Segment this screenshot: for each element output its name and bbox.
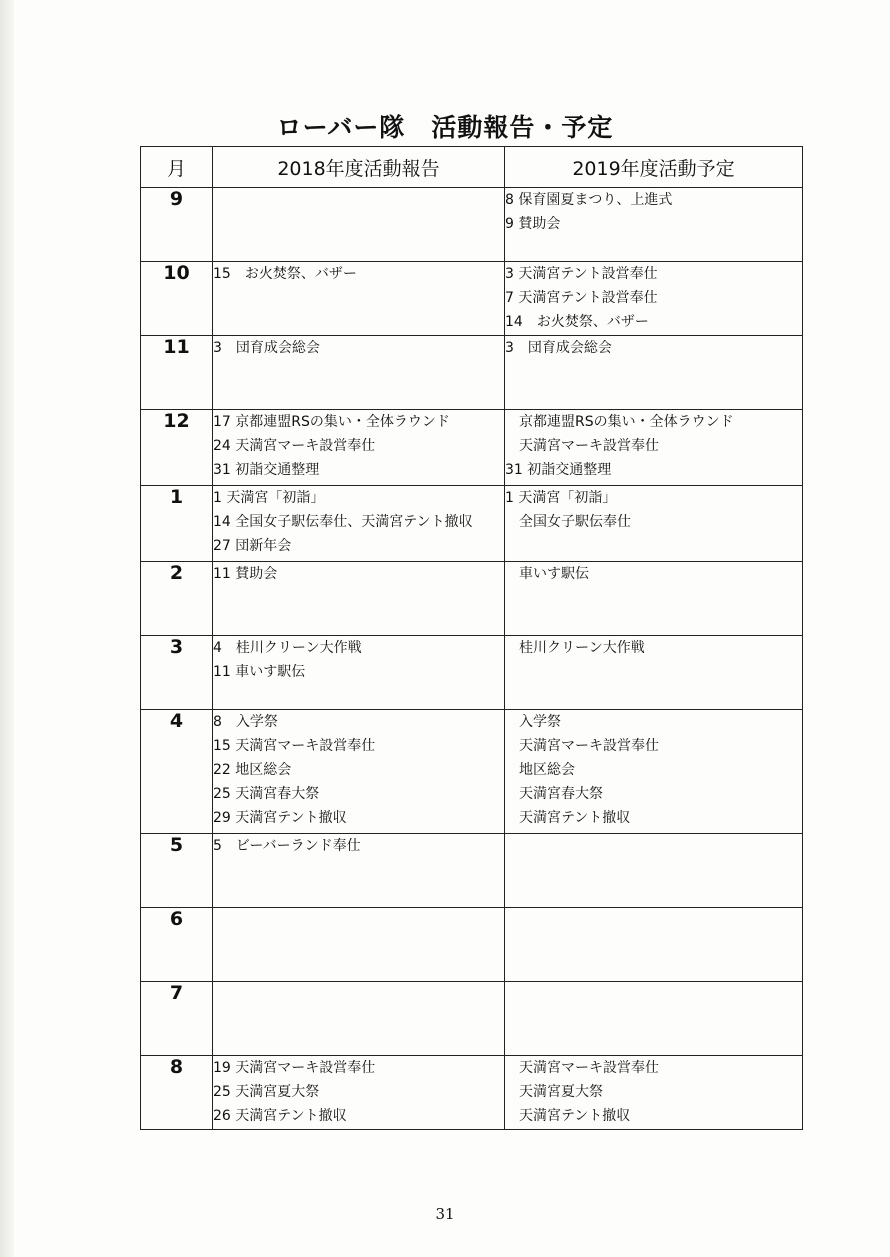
month-cell: 4: [141, 710, 213, 834]
plan-event: 3 天満宮テント設営奉仕: [505, 266, 658, 282]
month-cell: 8: [141, 1056, 213, 1130]
header-row: [141, 147, 803, 188]
report-event: 17 京都連盟RSの集い・全体ラウンド: [213, 414, 450, 430]
plan-cell: [505, 982, 803, 1056]
plan-cell: [505, 188, 803, 262]
month-cell: 6: [141, 908, 213, 982]
report-event: 14 全国女子駅伝奉仕、天満宮テント撤収: [213, 514, 473, 530]
report-event: 5 ビーバーランド奉仕: [213, 838, 361, 854]
plan-event: 7 天満宮テント設営奉仕: [505, 290, 658, 306]
header-plan: 2019年度活動予定: [505, 147, 803, 188]
report-event: 11 車いす駅伝: [213, 664, 306, 680]
plan-event: 天満宮夏大祭: [505, 1084, 603, 1100]
plan-cell: [505, 336, 803, 410]
plan-event: 天満宮テント撤収: [505, 810, 631, 826]
report-cell: [213, 262, 505, 336]
plan-cell: [505, 636, 803, 710]
report-event: 11 賛助会: [213, 566, 278, 582]
plan-cell: [505, 1056, 803, 1130]
plan-event: 車いす駅伝: [505, 566, 589, 582]
table-row: [141, 486, 803, 562]
table-row: [141, 982, 803, 1056]
report-event: 4 桂川クリーン大作戦: [213, 640, 362, 656]
header-month: 月: [141, 147, 213, 188]
report-event: 24 天満宮マーキ設営奉仕: [213, 438, 376, 454]
page-edge: [0, 0, 14, 1257]
plan-event: 京都連盟RSの集い・全体ラウンド: [505, 414, 734, 430]
table-row: [141, 834, 803, 908]
plan-event: 天満宮テント撤収: [505, 1108, 631, 1124]
report-event: 8 入学祭: [213, 714, 278, 730]
report-cell: [213, 834, 505, 908]
table-row: [141, 710, 803, 834]
month-cell: 7: [141, 982, 213, 1056]
month-cell: 9: [141, 188, 213, 262]
month-cell: 5: [141, 834, 213, 908]
plan-event: 天満宮マーキ設営奉仕: [505, 738, 659, 754]
month-cell: 12: [141, 410, 213, 486]
table-row: [141, 1056, 803, 1130]
plan-event: 天満宮マーキ設営奉仕: [505, 438, 659, 454]
plan-event: 天満宮マーキ設営奉仕: [505, 1060, 659, 1076]
plan-event: 8 保育園夏まつり、上進式: [505, 192, 673, 208]
table-row: [141, 410, 803, 486]
report-cell: [213, 908, 505, 982]
report-event: 25 天満宮夏大祭: [213, 1084, 320, 1100]
header-report: 2018年度活動報告: [213, 147, 505, 188]
month-cell: 2: [141, 562, 213, 636]
report-event: 27 団新年会: [213, 538, 292, 554]
report-cell: [213, 410, 505, 486]
plan-cell: [505, 562, 803, 636]
plan-event: 3 団育成会総会: [505, 340, 612, 356]
plan-cell: [505, 834, 803, 908]
plan-event: 天満宮春大祭: [505, 786, 603, 802]
table-row: [141, 562, 803, 636]
table-row: [141, 262, 803, 336]
page-number: 31: [435, 1205, 455, 1223]
month-cell: 11: [141, 336, 213, 410]
report-cell: [213, 188, 505, 262]
plan-event: 9 賛助会: [505, 216, 561, 232]
report-event: 3 団育成会総会: [213, 340, 320, 356]
report-event: 22 地区総会: [213, 762, 292, 778]
plan-cell: [505, 908, 803, 982]
plan-cell: [505, 486, 803, 562]
report-event: 15 お火焚祭、バザー: [213, 266, 357, 282]
report-cell: [213, 562, 505, 636]
report-event: 29 天満宮テント撤収: [213, 810, 347, 826]
plan-event: 1 天満宮「初詣」: [505, 490, 617, 506]
plan-event: 全国女子駅伝奉仕: [505, 514, 631, 530]
report-cell: [213, 636, 505, 710]
table-row: [141, 636, 803, 710]
month-cell: 1: [141, 486, 213, 562]
plan-event: 14 お火焚祭、バザー: [505, 314, 649, 330]
activity-table: [140, 146, 803, 1130]
plan-cell: [505, 262, 803, 336]
report-cell: [213, 1056, 505, 1130]
table-row: [141, 908, 803, 982]
report-cell: [213, 982, 505, 1056]
plan-event: 桂川クリーン大作戦: [505, 640, 645, 656]
report-event: 1 天満宮「初詣」: [213, 490, 325, 506]
report-cell: [213, 336, 505, 410]
month-cell: 10: [141, 262, 213, 336]
plan-cell: [505, 710, 803, 834]
report-event: 25 天満宮春大祭: [213, 786, 320, 802]
month-cell: 3: [141, 636, 213, 710]
plan-cell: [505, 410, 803, 486]
plan-event: 入学祭: [505, 714, 561, 730]
table-row: [141, 188, 803, 262]
report-cell: [213, 710, 505, 834]
table-row: [141, 336, 803, 410]
report-cell: [213, 486, 505, 562]
plan-event: 31 初詣交通整理: [505, 462, 612, 478]
report-event: 31 初詣交通整理: [213, 462, 320, 478]
report-event: 15 天満宮マーキ設営奉仕: [213, 738, 376, 754]
report-event: 26 天満宮テント撤収: [213, 1108, 347, 1124]
report-event: 19 天満宮マーキ設営奉仕: [213, 1060, 376, 1076]
page-title: ローバー隊 活動報告・予定: [276, 113, 614, 142]
plan-event: 地区総会: [505, 762, 575, 778]
table-body: [141, 188, 803, 1130]
